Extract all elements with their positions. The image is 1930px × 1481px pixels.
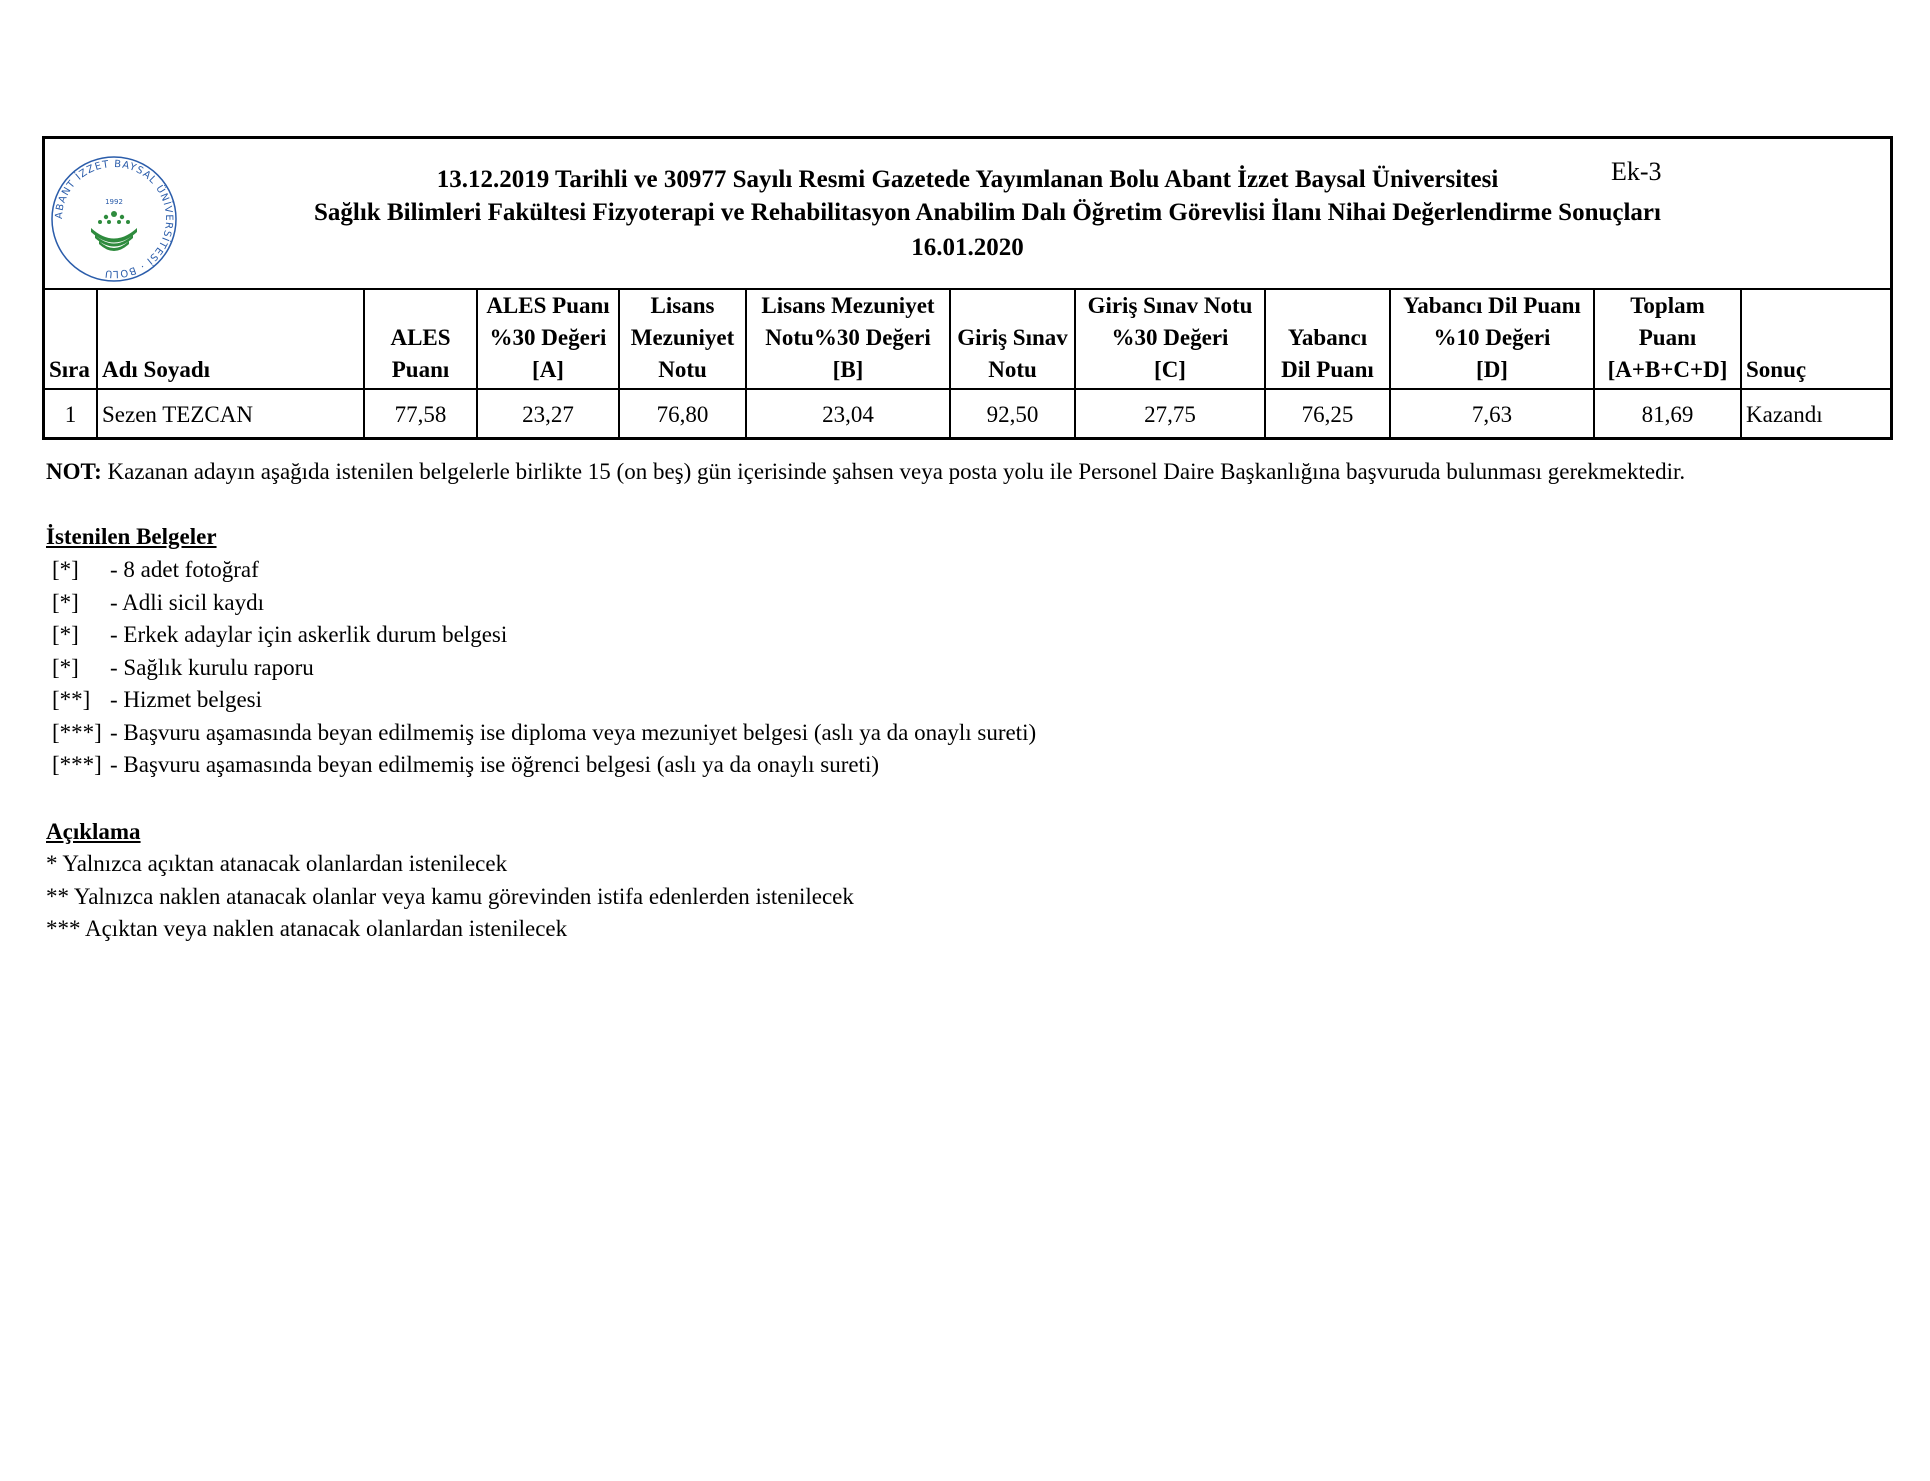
column-header-line: [B]: [832, 357, 864, 382]
annex-label: Ek-3: [1611, 157, 1662, 186]
column-header-line: Giriş Sınav Notu: [1087, 293, 1253, 318]
column-header-line: Giriş Sınav: [957, 325, 1068, 350]
explanation-line: *** Açıktan veya naklen atanacak olanlardan istenilecek: [46, 916, 568, 941]
list-item-text: - Sağlık kurulu raporu: [110, 654, 314, 680]
column-header: [1741, 290, 1890, 389]
column-header-line: Puanı: [391, 357, 450, 382]
list-item-marker: [**]: [52, 687, 91, 712]
table-cell: 76,80: [619, 389, 746, 440]
table-cell: 23,04: [746, 389, 950, 440]
table-cell: 1: [45, 389, 97, 440]
table-row: [45, 389, 1890, 440]
column-header-line: ALES: [390, 325, 451, 350]
title-line-1: 13.12.2019 Tarihli ve 30977 Sayılı Resmi Gazetede Yayımlanan Bolu Abant İzzet Baysal Üniversitesi: [436, 166, 1499, 193]
column-header-line: Dil Puanı: [1281, 357, 1374, 382]
note-label: NOT:: [46, 459, 102, 484]
list-item-text: - Hizmet belgesi: [110, 687, 263, 712]
column-header-line: Sıra: [49, 357, 90, 382]
list-item-marker: [*]: [52, 589, 79, 615]
column-header-line: %10 Değeri: [1433, 325, 1551, 350]
column-header: [45, 290, 97, 389]
column-header-line: Yabancı Dil Puanı: [1403, 293, 1581, 318]
column-header-line: Mezuniyet: [630, 325, 735, 350]
list-item-text: - Başvuru aşamasında beyan edilmemiş ise diploma veya mezuniyet belgesi (aslı ya da onaylı sureti): [110, 719, 1037, 745]
logo-ring-text: ABANT İZZET BAYSAL ÜNİVERSİTESİ · BOLU: [53, 158, 175, 280]
table-cell: 7,63: [1390, 389, 1594, 440]
header-row: [45, 290, 1890, 389]
title-line-2: Sağlık Bilimleri Fakültesi Fizyoterapi ve Rehabilitasyon Anabilim Dalı Öğretim Görevlisi İlanı Nihai Değerlendirme Sonuçları: [314, 199, 1661, 226]
column-header-line: Puanı: [1638, 325, 1697, 350]
column-header: [619, 290, 746, 389]
column-header-line: Notu: [988, 357, 1037, 382]
column-header-line: Sonuç: [1746, 357, 1807, 382]
documents-heading: İstenilen Belgeler: [46, 524, 217, 549]
list-item-marker: [***]: [52, 752, 102, 777]
table-cell: 92,50: [950, 389, 1075, 440]
table-body: [45, 389, 1890, 440]
list-item-text: - Adli sicil kaydı: [110, 589, 264, 615]
column-header-line: [D]: [1476, 357, 1508, 382]
column-header-line: Notu%30 Değeri: [765, 325, 931, 350]
column-header: [1390, 290, 1594, 389]
column-header-line: [A]: [532, 357, 564, 382]
column-header: [97, 290, 364, 389]
column-header-line: Toplam: [1630, 293, 1705, 318]
column-header-line: [A+B+C+D]: [1607, 357, 1728, 382]
column-header: [1265, 290, 1390, 389]
logo-year: 1992: [105, 198, 123, 206]
column-header: [1075, 290, 1265, 389]
note-text: Kazanan adayın aşağıda istenilen belgelerle birlikte 15 (on beş) gün içerisinde şahsen veya posta yolu ile Personel Daire Başkanlığına başvuruda bulunması gerekmektedir.: [101, 459, 1686, 484]
header-band: [45, 139, 1890, 290]
results-table: [45, 290, 1890, 440]
column-header: [364, 290, 477, 389]
note: [46, 457, 1685, 487]
column-header: [1594, 290, 1741, 389]
list-item-marker: [*]: [52, 557, 79, 582]
column-header-line: Adı Soyadı: [102, 357, 211, 382]
table-cell: Sezen TEZCAN: [97, 389, 364, 440]
table-cell: 76,25: [1265, 389, 1390, 440]
table-cell: 77,58: [364, 389, 477, 440]
explanation-heading: Açıklama: [46, 819, 141, 844]
column-header-line: Notu: [658, 357, 707, 382]
title-date: 16.01.2020: [911, 234, 1024, 261]
column-header-line: %30 Değeri: [1111, 325, 1229, 350]
column-header-line: %30 Değeri: [489, 325, 607, 350]
column-header: [950, 290, 1075, 389]
list-item-marker: [*]: [52, 654, 79, 680]
list-item-text: - Erkek adaylar için askerlik durum belgesi: [110, 622, 508, 647]
list-item-marker: [***]: [52, 719, 102, 745]
list-item-text: - Başvuru aşamasında beyan edilmemiş ise öğrenci belgesi (aslı ya da onaylı sureti): [110, 752, 879, 777]
column-header-line: Lisans: [650, 293, 715, 318]
column-header-line: Lisans Mezuniyet: [761, 293, 935, 318]
list-item-marker: [*]: [52, 622, 79, 647]
table-cell: 27,75: [1075, 389, 1265, 440]
column-header: [746, 290, 950, 389]
explanation-line: ** Yalnızca naklen atanacak olanlar veya kamu görevinden istifa edenlerden istenilecek: [46, 883, 854, 909]
table-cell: 81,69: [1594, 389, 1741, 440]
results-frame: [42, 136, 1893, 440]
table-cell: 23,27: [477, 389, 619, 440]
explanation-line: * Yalnızca açıktan atanacak olanlardan istenilecek: [46, 851, 508, 876]
column-header-line: [C]: [1154, 357, 1186, 382]
column-header-line: ALES Puanı: [486, 293, 610, 318]
column-header: [477, 290, 619, 389]
list-item-text: - 8 adet fotoğraf: [110, 557, 259, 582]
table-cell: Kazandı: [1741, 389, 1890, 440]
column-header-line: Yabancı: [1287, 325, 1368, 350]
